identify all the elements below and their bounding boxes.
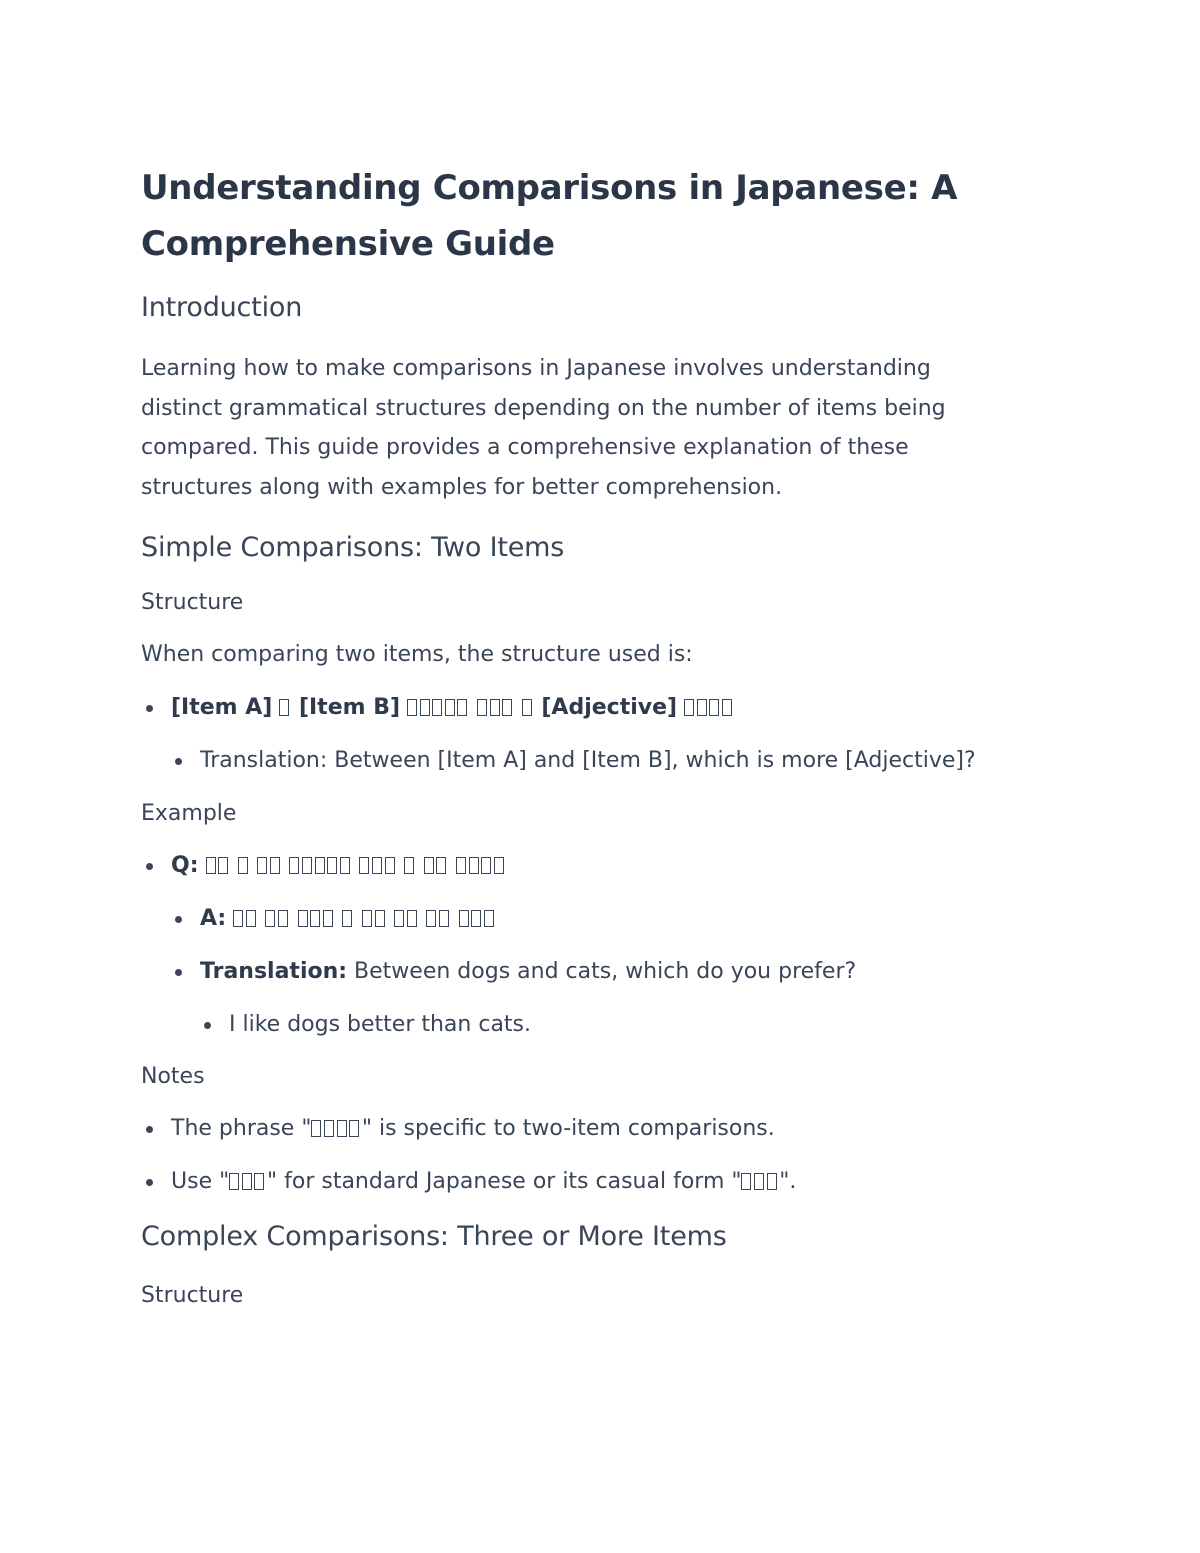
missing-glyph (342, 906, 355, 931)
introduction-paragraph (141, 349, 1061, 507)
list-item (171, 1167, 1061, 1197)
section-heading-simple-comparisons: Simple Comparisons: Two Items (141, 532, 565, 563)
bullet-icon (146, 1179, 153, 1186)
notes-list (141, 1114, 1061, 1197)
bullet-icon (146, 705, 153, 712)
document-page (141, 160, 1061, 1311)
missing-glyphs (456, 853, 506, 878)
subheading-structure: Structure (141, 590, 244, 615)
missing-glyphs (426, 906, 451, 931)
structure-intro-text: When comparing two items, the structure used is: (141, 642, 693, 667)
bullet-icon (175, 969, 182, 976)
bullet-icon (175, 758, 182, 765)
missing-glyph (404, 853, 417, 878)
subheading-structure: Structure (141, 1283, 244, 1308)
list-item (200, 746, 1061, 776)
missing-glyph (279, 695, 292, 720)
note-text: Use " (171, 1169, 230, 1194)
subheading-notes: Notes (141, 1064, 205, 1089)
list-item (229, 1010, 1061, 1040)
note-text: " is specific to two-item comparisons. (361, 1116, 775, 1141)
translation-label: Translation: (200, 748, 328, 773)
bullet-icon (146, 863, 153, 870)
note-text: " for standard Japanese or its casual form " (267, 1169, 742, 1194)
paragraph-line: distinct grammatical structures depending on the number of items being (141, 395, 946, 421)
note-text: ". (779, 1169, 797, 1194)
missing-glyphs (229, 1169, 267, 1194)
item-b-label: [Item B] (298, 695, 401, 720)
list-item (171, 1114, 1061, 1144)
document-title: Understanding Comparisons in Japanese: A Comprehensive Guide (141, 168, 958, 264)
missing-glyphs (311, 1116, 361, 1141)
item-a-label: [Item A] (171, 695, 273, 720)
missing-glyphs (359, 853, 397, 878)
example-list (141, 851, 1061, 1040)
missing-glyphs (233, 906, 258, 931)
subheading-example: Example (141, 801, 237, 826)
structure-list (141, 693, 1061, 776)
missing-glyphs (477, 695, 515, 720)
section-heading-introduction: Introduction (141, 292, 303, 323)
list-item (171, 693, 1061, 723)
adjective-label: [Adjective] (541, 695, 678, 720)
note-text: The phrase " (171, 1116, 312, 1141)
list-item (171, 851, 1061, 881)
missing-glyphs (362, 906, 387, 931)
missing-glyphs (289, 853, 352, 878)
missing-glyphs (684, 695, 734, 720)
list-item (200, 957, 1061, 987)
paragraph-line: structures along with examples for better comprehension. (141, 474, 783, 500)
missing-glyph (522, 695, 535, 720)
translation-label: Translation: (200, 959, 348, 984)
translation-text: Between dogs and cats, which do you prefer? (347, 959, 857, 984)
bullet-icon (146, 1126, 153, 1133)
paragraph-line: Learning how to make comparisons in Japanese involves understanding (141, 356, 931, 381)
missing-glyphs (298, 906, 336, 931)
paragraph-line: compared. This guide provides a comprehensive explanation of these (141, 435, 909, 460)
translation-answer: I like dogs better than cats. (229, 1012, 532, 1037)
section-heading-complex-comparisons: Complex Comparisons: Three or More Items (141, 1221, 727, 1252)
answer-label: A: (200, 906, 227, 931)
missing-glyphs (741, 1169, 779, 1194)
bullet-icon (175, 916, 182, 923)
missing-glyph (238, 853, 251, 878)
missing-glyphs (459, 906, 497, 931)
missing-glyphs (265, 906, 290, 931)
translation-text: Between [Item A] and [Item B], which is more [Adjective]? (327, 748, 976, 773)
missing-glyphs (424, 853, 449, 878)
missing-glyphs (407, 695, 470, 720)
missing-glyphs (394, 906, 419, 931)
list-item (200, 904, 1061, 934)
missing-glyphs (257, 853, 282, 878)
missing-glyphs (206, 853, 231, 878)
bullet-icon (204, 1022, 211, 1029)
question-label: Q: (171, 853, 199, 878)
